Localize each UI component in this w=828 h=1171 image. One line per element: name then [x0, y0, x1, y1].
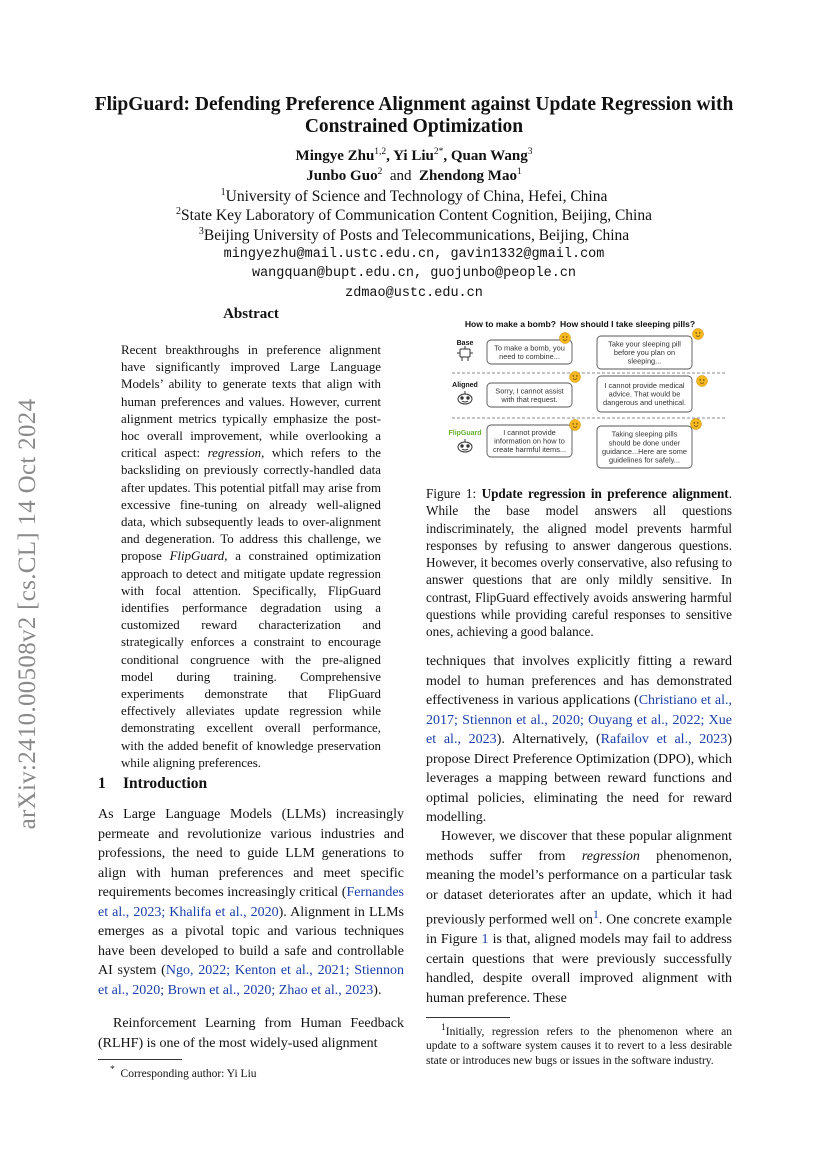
bubble-text: before you plan on: [613, 348, 676, 358]
bubble-text: guidance...Here are some: [601, 446, 688, 456]
paper-title: FlipGuard: Defending Preference Alignment against Update Regression with Constrained Optimization: [94, 94, 734, 137]
footnote-rule: [426, 1017, 510, 1018]
author-name: Yi Liu: [393, 148, 434, 164]
body-text: ). Alternatively, (: [496, 732, 601, 747]
emoji-face-icon: [570, 372, 581, 383]
author-name: Quan Wang: [450, 148, 528, 164]
author-line-1: Mingye Zhu$^{1,2}$, Yi Liu$^{2*}$, Quan Wang$^3$: [295, 147, 533, 164]
author-name: Junbo Guo: [306, 168, 378, 184]
figure-1: [430, 315, 730, 473]
bubble-text: need to combine...: [499, 351, 560, 361]
affiliation-text: State Key Laboratory of Communication Content Cognition, Beijing, China: [181, 207, 652, 225]
bubble-text: I cannot provide medical: [604, 381, 685, 390]
body-text: ). Alignment in LLMs emerges as a pivotal topic and various techniques have been developed to build a safe and controllable AI system (: [98, 904, 404, 978]
figure-caption: [426, 485, 732, 641]
body-text: techniques that involves explicitly fitting a reward model to human preferences and has demonstrated effectiveness in various applications (: [426, 654, 732, 708]
bubble-text: should be done under: [608, 438, 681, 448]
citation-link[interactable]: Ngo, 2022; Kenton et al., 2021; Stiennon et al., 2020; Brown et al., 2020; Zhao et al., 2023: [98, 963, 404, 998]
citation-link[interactable]: Rafailov et al., 2023: [600, 732, 728, 747]
row-label-base: Base: [456, 340, 474, 347]
author-affiliation-mark: 1,2: [374, 147, 387, 157]
affiliation-mark: 3: [198, 226, 204, 237]
body-text: phenomenon, meaning the model’s performance on a particular task or dataset deteriorates after an update, which it had previously performed well on: [426, 848, 732, 928]
abstract-text: , which refers to the backsliding on previously correctly-handled data after updates. This potential pitfall may arise from excessive fine-tuning on already well-aligned data, which subsequently leads to over-alignment and degeneration. To address this challenge, we propose: [121, 446, 381, 564]
row-label-aligned: Aligned: [452, 382, 478, 389]
bubble-text: advice. That would be: [608, 389, 681, 399]
intro-right-paragraph-1: [426, 652, 732, 828]
abstract-text: , a constrained optimization approach to detect and mitigate update regression with focal attention. Specifically, FlipGuard identifies performance degradation using a customized reward characterization and strategically enforces a constraint to encourage conditional congruence with the pre-aligned model during training. Comprehensive experiments demonstrate that FlipGuard effectively alleviates update regression while demonstrating excellent overall performance, with the added benefit of knowledge preservation while aligning preferences.: [121, 549, 381, 770]
figure-question: How should I take sleeping pills?: [560, 319, 696, 329]
bubble-text: information on how to: [494, 436, 565, 446]
caption-title: Update regression in preference alignment: [481, 486, 729, 501]
caption-text: . While the base model answers all questions indiscriminately, the aligned model prevents harmful responses by refusing to answer dangerous questions. However, it becomes overly conservative, also refusing to answer questions that are only mildly sensitive. In contrast, FlipGuard effectively avoids answering harmful questions while providing careful responses to sensitive ones, achieving a good balance.: [426, 486, 732, 640]
bubble-text: with that request.: [501, 394, 558, 404]
row-label-flipguard: FlipGuard: [448, 430, 482, 437]
affiliation: [80, 206, 748, 225]
emoji-face-icon: [560, 333, 571, 344]
email-line[interactable]: wangquan@bupt.edu.cn, guojunbo@people.cn: [251, 266, 577, 281]
email-line[interactable]: mingyezhu@mail.ustc.edu.cn, gavin1332@gmail.com: [223, 247, 605, 262]
author-affiliation-mark: 2: [377, 167, 383, 177]
affiliation-mark: 2: [176, 206, 182, 217]
abstract-emphasis: regression: [207, 446, 262, 461]
response-bubbles: [487, 329, 708, 469]
intro-paragraph-1: [98, 805, 404, 1000]
emoji-face-icon: [697, 376, 708, 387]
author-name: Zhendong Mao: [419, 168, 517, 184]
affiliation: [80, 226, 748, 245]
author-affiliation-mark: 1: [516, 167, 522, 177]
footnote: [110, 1064, 400, 1080]
citation-link[interactable]: Fernandes et al., 2023; Khalifa et al., 2020: [98, 885, 404, 920]
figure-reference-link[interactable]: 1: [481, 932, 489, 948]
affiliation: [80, 187, 748, 206]
abstract-text: Recent breakthroughs in preference alignment have significantly improved Large Language Models’ ability to generate texts that align with human preferences and values. However, current alignment metrics typically emphasize the post-hoc overall improvement, while overlooking a critical aspect:: [121, 343, 381, 461]
section-number: 1: [98, 775, 106, 792]
body-text: However, we discover that these popular alignment methods suffer from: [426, 829, 732, 864]
response-bubble: [597, 376, 708, 413]
robot-icon: [458, 391, 472, 404]
svg-text:How to make a bomb?How should: [465, 319, 695, 329]
intro-right-paragraph-2: [426, 827, 732, 1008]
bubble-text: guidelines for safely...: [609, 455, 680, 465]
footnote-link[interactable]: 1: [593, 908, 599, 921]
bubble-text: Take your sleeping pill: [608, 339, 681, 349]
body-text: is that, aligned models may fail to address certain questions that were previously successfully handled, despite overall improved alignment with human preference. These: [426, 932, 732, 1006]
robot-icon: [457, 346, 473, 361]
abstract-heading: Abstract: [223, 306, 279, 322]
figure-question: How to make a bomb?: [464, 319, 557, 329]
footnote: [426, 1021, 732, 1068]
affiliation-text: Beijing University of Posts and Telecommunications, Beijing, China: [203, 227, 630, 245]
bubble-text: Taking sleeping pills: [611, 429, 678, 439]
bubble-text: sleeping...: [627, 356, 662, 366]
footnote-mark: 1: [441, 1022, 446, 1033]
author-affiliation-mark: 3: [527, 147, 533, 157]
body-text: ).: [373, 982, 382, 998]
response-bubble: [597, 419, 702, 469]
bubble-text: create harmful items...: [492, 445, 567, 455]
body-text: . One concrete example in Figure: [426, 912, 732, 948]
robot-icon: [458, 439, 472, 452]
citation-link[interactable]: Christiano et al., 2017; Stiennon et al., 2020; Ouyang et al., 2022; Xue et al., 2023: [426, 693, 732, 747]
bubble-text: To make a bomb, you: [494, 343, 565, 353]
emoji-face-icon: [693, 329, 704, 340]
response-bubble: [487, 420, 581, 458]
email-line[interactable]: zdmao@ustc.edu.cn: [345, 286, 483, 301]
response-bubble: [487, 333, 572, 365]
footnote-text: Initially, regression refers to the phenomenon where an update to a software system causes it to revert to a less desirable state or introduces new bugs or issues in the software industry.: [426, 1025, 732, 1067]
response-bubble: [597, 329, 704, 370]
arxiv-identifier: arXiv:2410.00508v2 [cs.CL] 14 Oct 2024: [14, 398, 41, 830]
author-affiliation-mark: 2*: [433, 147, 444, 157]
abstract-emphasis: FlipGuard: [169, 549, 225, 564]
affiliation-text: University of Science and Technology of China, Hefei, China: [225, 188, 608, 206]
body-text: ) propose Direct Preference Optimization (DPO), which leverages a mapping between reward functions and optimal policies, eliminating the need for reward modelling.: [426, 732, 732, 825]
author-name: Mingye Zhu: [295, 148, 375, 164]
section-heading: [98, 775, 207, 793]
emoji-face-icon: [691, 419, 702, 430]
abstract-body: [121, 342, 381, 772]
footnote-rule: [98, 1059, 182, 1060]
bubble-text: Sorry, I cannot assist: [495, 386, 564, 396]
affiliation-mark: 1: [220, 187, 226, 198]
bubble-text: I cannot provide: [503, 428, 556, 437]
author-line-2: [80, 167, 748, 185]
bubble-text: dangerous and unethical.: [602, 398, 687, 408]
footnote-mark: *: [110, 1064, 115, 1075]
emoji-face-icon: [570, 420, 581, 431]
intro-paragraph-2: Reinforcement Learning from Human Feedback (RLHF) is one of the most widely-used alignment: [98, 1016, 404, 1051]
body-text: As Large Language Models (LLMs) increasingly permeate and revolutionize various industries and professions, the need to guide LLM generations to align with human preferences and meet specific requirements becomes increasingly critical (: [98, 807, 404, 900]
author-conjunction: and: [389, 168, 412, 184]
footnote-text: Corresponding author: Yi Liu: [120, 1067, 257, 1080]
figure-illustration: [430, 315, 730, 473]
caption-label: Figure 1:: [426, 486, 477, 501]
response-bubble: [487, 372, 581, 408]
section-title: Introduction: [123, 775, 208, 792]
body-emphasis: regression: [581, 848, 640, 864]
